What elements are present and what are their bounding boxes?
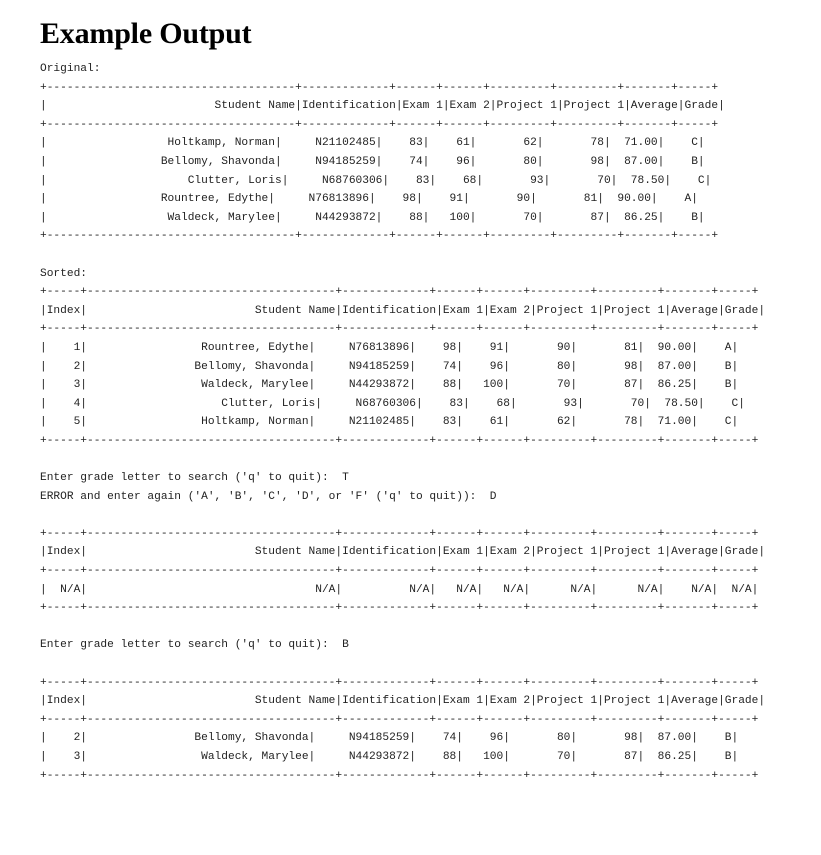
output-line: +-----+-------------------------------------+-------------+------+------+---------+---------+-------+-----+: [40, 602, 759, 615]
output-line: +-----+-------------------------------------+-------------+------+------+---------+---------+-------+-----+: [40, 713, 759, 726]
console-output: [40, 60, 765, 841]
output-line: Original:: [40, 63, 101, 75]
output-line: +-----+-------------------------------------+-------------+------+------+---------+---------+-------+-----+: [40, 676, 759, 689]
page-title: Example Output: [40, 17, 252, 50]
output-line: |Index| Student Name|Identification|Exam 1|Exam 2|Project 1|Project 1|Average|Grade|: [40, 304, 766, 317]
output-line: | Student Name|Identification|Exam 1|Exam 2|Project 1|Project 1|Average|Grade|: [40, 100, 725, 113]
output-line: | 1| Rountree, Edythe| N76813896| 98| 91| 90| 81| 90.00| A|: [40, 341, 739, 354]
output-line: [40, 618, 765, 637]
output-line: [40, 506, 765, 525]
output-line: Enter grade letter to search ('q' to quit): B: [40, 639, 349, 652]
output-line: +-----+-------------------------------------+-------------+------+------+---------+---------+-------+-----+: [40, 286, 759, 299]
output-line: +-------------------------------------+-------------+------+------+---------+---------+-------+-----+: [40, 118, 719, 131]
output-line: | 2| Bellomy, Shavonda| N94185259| 74| 96| 80| 98| 87.00| B|: [40, 732, 739, 745]
output-line: |Index| Student Name|Identification|Exam 1|Exam 2|Project 1|Project 1|Average|Grade|: [40, 695, 766, 708]
output-line: | Bellomy, Shavonda| N94185259| 74| 96| 80| 98| 87.00| B|: [40, 155, 705, 168]
output-line: +-------------------------------------+-------------+------+------+---------+---------+-------+-----+: [40, 81, 719, 94]
output-line: | N/A| N/A| N/A| N/A| N/A| N/A| N/A| N/A| N/A|: [40, 583, 759, 596]
output-line: [40, 804, 765, 823]
output-line: [40, 655, 765, 674]
output-line: |Index| Student Name|Identification|Exam 1|Exam 2|Project 1|Project 1|Average|Grade|: [40, 546, 766, 559]
output-line: | Clutter, Loris| N68760306| 83| 68| 93| 70| 78.50| C|: [40, 174, 712, 187]
output-line: [40, 246, 765, 265]
output-line: | Waldeck, Marylee| N44293872| 88| 100| 70| 87| 86.25| B|: [40, 211, 705, 224]
output-line: +-----+-------------------------------------+-------------+------+------+---------+---------+-------+-----+: [40, 565, 759, 578]
output-line: +-----+-------------------------------------+-------------+------+------+---------+---------+-------+-----+: [40, 434, 759, 447]
output-line: | 2| Bellomy, Shavonda| N94185259| 74| 96| 80| 98| 87.00| B|: [40, 360, 739, 373]
output-line: +-----+-------------------------------------+-------------+------+------+---------+---------+-------+-----+: [40, 323, 759, 336]
output-line: | 5| Holtkamp, Norman| N21102485| 83| 61| 62| 78| 71.00| C|: [40, 416, 739, 429]
output-line: Sorted:: [40, 267, 87, 280]
output-line: | 3| Waldeck, Marylee| N44293872| 88| 100| 70| 87| 86.25| B|: [40, 750, 739, 763]
output-line: | 4| Clutter, Loris| N68760306| 83| 68| 93| 70| 78.50| C|: [40, 397, 745, 410]
output-line: [40, 785, 765, 804]
output-line: +-----+-------------------------------------+-------------+------+------+---------+---------+-------+-----+: [40, 527, 759, 540]
output-line: +-----+-------------------------------------+-------------+------+------+---------+---------+-------+-----+: [40, 769, 759, 782]
output-line: | Holtkamp, Norman| N21102485| 83| 61| 62| 78| 71.00| C|: [40, 137, 705, 150]
output-line: +-------------------------------------+-------------+------+------+---------+---------+-------+-----+: [40, 230, 719, 243]
output-line: ERROR and enter again ('A', 'B', 'C', 'D', or 'F' ('q' to quit)): D: [40, 490, 497, 503]
output-line: [40, 450, 765, 469]
output-line: | Rountree, Edythe| N76813896| 98| 91| 90| 81| 90.00| A|: [40, 193, 698, 206]
output-line: | 3| Waldeck, Marylee| N44293872| 88| 100| 70| 87| 86.25| B|: [40, 379, 739, 392]
output-line: Enter grade letter to search ('q' to quit): T: [40, 472, 349, 485]
